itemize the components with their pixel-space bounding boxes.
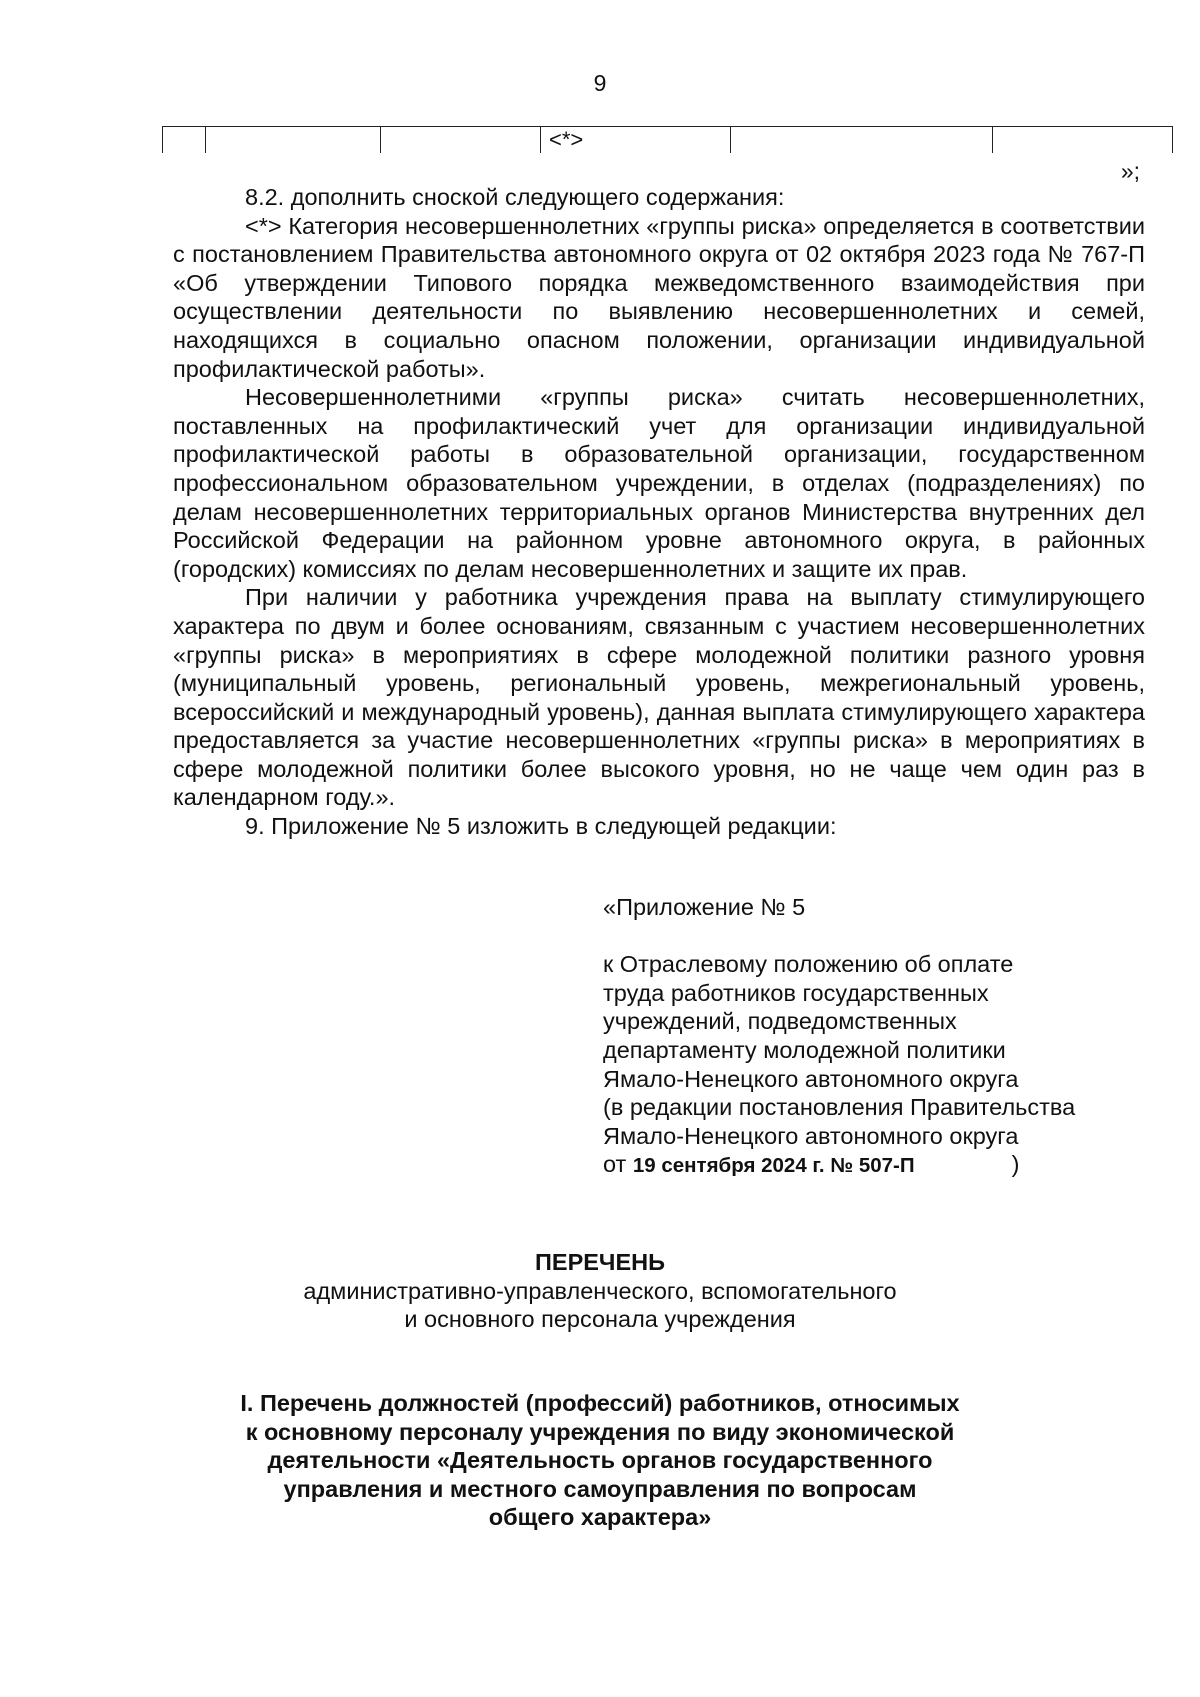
heading-subtitle-line: и основного персонала учреждения [404,1306,796,1333]
table-cell [206,127,381,154]
table-row [163,127,1173,154]
section-line: управления и местного самоуправления по вопросам [283,1475,917,1502]
table-cell [731,127,993,154]
paragraph-8-2: 8.2. дополнить сноской следующего содержания: [245,184,785,210]
paragraph-risk-group: Несовершеннолетними «группы риска» считать несовершеннолетних, поставленных на профилактический учет для организации индивидуальной профилактической работы в образовательной организации, государственном профессиональном образовательном учреждении, в отделах (подразделениях) по делам несовершеннолетних территориальных органов Министерства внутренних дел Российской Федерации на районном уровне автономного округа, в районных (городских) комиссиях по делам несовершеннолетних и защите их прав. [173,384,1145,582]
date-value: 19 сентября 2024 г. № 507-П [632,1154,915,1178]
section-line: деятельности «Деятельность органов государственного [267,1447,933,1474]
appendix-line: Ямало-Ненецкого автономного округа [603,1065,1019,1092]
table-cell [993,127,1173,154]
date-suffix: ) [1011,1151,1020,1178]
section-line: к основному персоналу учреждения по виду экономической [245,1418,955,1445]
appendix-date-line [603,1150,1163,1181]
appendix-line: Ямало-Ненецкого автономного округа [603,1122,1019,1149]
closing-quote: »; [1120,158,1140,184]
appendix-line: учреждений, подведомственных [603,1008,957,1035]
page-number: 9 [593,70,607,96]
appendix-title: «Приложение № 5 [603,894,806,920]
date-prefix: от [603,1151,627,1178]
appendix-line: (в редакции постановления Правительства [603,1094,1076,1121]
table-fragment [162,126,1173,153]
paragraph-9: 9. Приложение № 5 изложить в следующей редакции: [245,813,837,840]
appendix-line: департаменту молодежной политики [603,1036,1006,1063]
heading-subtitle-line: административно-управленческого, вспомогательного [303,1277,897,1304]
body-text [173,183,1145,841]
paragraph-incentive: При наличии у работника учреждения права на выплату стимулирующего характера по двум и более основаниям, связанным с участием несовершеннолетних «группы риска» в мероприятиях в сфере молодежной политики разного уровня (муниципальный уровень, региональный уровень, межрегиональный уровень, всероссийский и международный уровень), данная выплата стимулирующего характера предоставляется за участие несовершеннолетних «группы риска» в мероприятиях в сфере молодежной политики более высокого уровня, но не чаще чем один раз в календарном году.». [173,584,1145,811]
section-line: общего характера» [488,1504,712,1531]
appendix-line: к Отраслевому положению об оплате [603,951,1014,978]
table-cell [381,127,541,154]
table-cell-footnote-mark: <*> [541,127,731,154]
table-cell [163,127,206,154]
appendix-block [603,893,1163,1181]
section-title [0,1389,1200,1532]
list-heading [0,1248,1200,1334]
paragraph-footnote: <*> Категория несовершеннолетних «группы риска» определяется в соответствии с постановлением Правительства автономного округа от 02 октября 2023 года № 767-П «Об утверждении Типового порядка межведомственного взаимодействия при осуществлении деятельности по выявлению несовершеннолетних и семей, находящихся в социально опасном положении, организации индивидуальной профилактической работы». [173,212,1145,382]
section-line: I. Перечень должностей (профессий) работников, относимых [240,1390,960,1416]
appendix-line: труда работников государственных [603,979,989,1006]
heading-title: ПЕРЕЧЕНЬ [535,1249,665,1275]
